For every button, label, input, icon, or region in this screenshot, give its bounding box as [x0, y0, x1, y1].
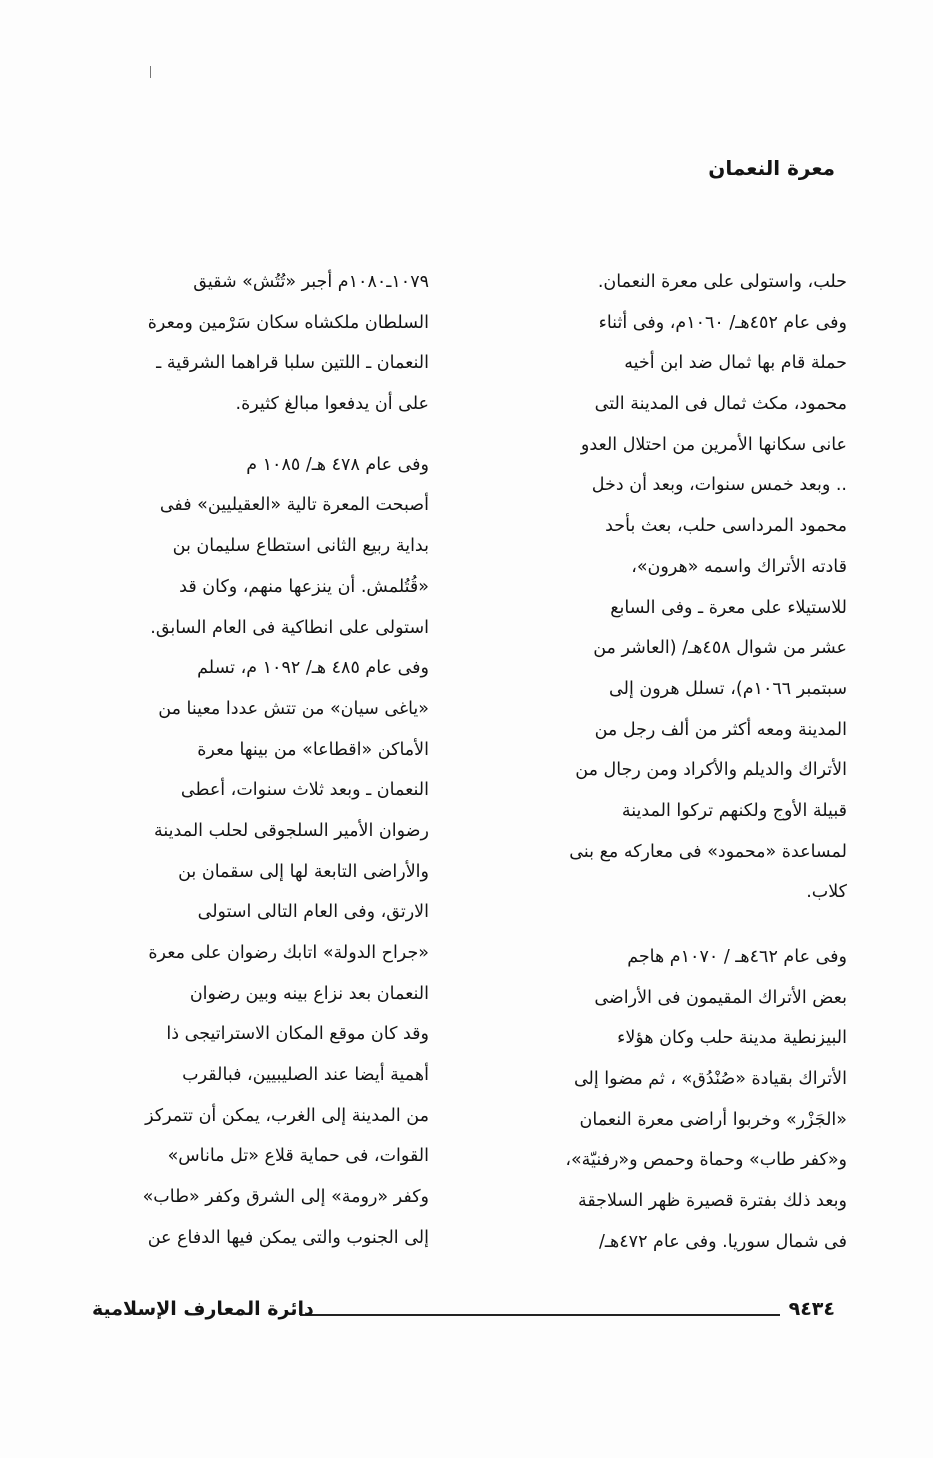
paragraph-gap: [76, 425, 429, 445]
left-paragraph-1: [76, 262, 429, 425]
right-column: [495, 262, 847, 1263]
text-line: .. وبعد خمس سنوات، وبعد أن دخل: [591, 475, 847, 496]
text-line: على أن يدفعوا مبالغ كثيرة.: [235, 394, 429, 415]
text-line: الأتراك والديلم والأكراد ومن رجال من: [575, 760, 847, 781]
text-line: وفى عام ٤٨٥ هـ/ ١٠٩٢ م، تسلم: [197, 658, 429, 679]
text-line: ١٠٧٩ـ١٠٨٠م أجبر «تُتُش» شقيق: [193, 272, 429, 292]
right-paragraph-2: [495, 937, 847, 1263]
text-line: حلب، واستولى على معرة النعمان.: [597, 272, 847, 292]
text-line: النعمان ـ اللتين سلبا قراهما الشرقية ـ: [156, 353, 429, 374]
text-line: النعمان ـ وبعد ثلاث سنوات، أعطى: [180, 780, 429, 801]
text-line: وفى عام ٤٧٨ هـ/ ١٠٨٥ م: [246, 454, 429, 475]
left-column: [76, 262, 429, 1259]
text-line: «ياغى سيان» من تتش عددا معينا من: [158, 698, 429, 719]
text-line: و«كفر طاب» وحماة وحمص و«رفنيّة»،: [565, 1150, 847, 1171]
text-line: رضوان الأمير السلجوقى لحلب المدينة: [154, 820, 429, 841]
text-line: من المدينة إلى الغرب، يمكن أن تتمركز: [145, 1105, 429, 1126]
text-line: للاستيلاء على معرة ـ وفى السابع: [610, 597, 847, 618]
text-line: الأتراك بقيادة «صُنْدُق» ، ثم مضوا إلى: [573, 1069, 847, 1090]
text-line: لمساعدة «محمود» فى معاركه مع بنى: [569, 841, 847, 862]
running-header: معرة النعمان: [708, 156, 835, 180]
text-line: البيزنطية مدينة حلب وكان هؤلاء: [617, 1028, 847, 1049]
text-line: فى شمال سوريا. وفى عام ٤٧٢هـ/: [599, 1231, 847, 1252]
footer-divider: [300, 1314, 780, 1316]
text-line: قادته الأتراك واسمه «هرون»،: [631, 556, 847, 577]
text-line: بداية ربيع الثانى استطاع سليمان بن: [172, 536, 429, 557]
publication-title: دائرة المعارف الإسلامية: [92, 1298, 314, 1320]
paragraph-gap: [495, 913, 847, 937]
text-line: إلى الجنوب والتى يمكن فيها الدفاع عن: [147, 1227, 429, 1248]
text-line: النعمان بعد نزاع بينه وبين رضوان: [189, 983, 429, 1004]
text-line: القوات، فى حماية قلاع «تل ماناس»: [167, 1146, 429, 1167]
text-line: والأراضى التابعة لها إلى سقمان بن: [178, 861, 429, 882]
page-number: ٩٤٣٤: [788, 1298, 835, 1320]
left-paragraph-2: [76, 445, 429, 1259]
text-line: «الجَزْر» وخربوا أراضى معرة النعمان: [579, 1109, 847, 1130]
text-line: «جراح الدولة» اتابك رضوان على معرة: [148, 943, 429, 963]
text-line: وفى عام ٤٦٢هـ / ١٠٧٠م هاجم: [627, 947, 847, 967]
text-line: السلطان ملكشاه سكان سَرْمين ومعرة: [147, 312, 429, 333]
text-line: وفى عام ٤٥٢هـ/ ١٠٦٠م، وفى أثناء: [598, 312, 847, 333]
text-line: وقد كان موقع المكان الاستراتيجى ذا: [166, 1024, 429, 1045]
text-line: كلاب.: [806, 882, 847, 903]
text-line: حملة قام بها ثمال ضد ابن أخيه: [624, 353, 847, 374]
text-line: استولى على انطاكية فى العام السابق.: [150, 617, 429, 638]
text-line: محمود المرداسى حلب، بعث بأحد: [605, 516, 847, 537]
text-line: الارتق، وفى العام التالى استولى: [197, 902, 429, 923]
scan-mark: [150, 66, 151, 78]
text-line: قبيلة الأوج ولكنهم تركوا المدينة: [621, 800, 847, 821]
text-line: عانى سكانها الأمرين من احتلال العدو: [580, 434, 847, 455]
text-line: المدينة ومعه أكثر من ألف رجل من: [594, 719, 847, 740]
text-line: أصبحت المعرة تالية «العقيليين» ففى: [159, 495, 429, 516]
text-line: سبتمبر ١٠٦٦م)، تسلل هرون إلى: [609, 678, 847, 699]
text-line: وكفر «رومة» إلى الشرق وكفر «طاب»: [142, 1187, 429, 1208]
text-line: بعض الأتراك المقيمون فى الأراضى: [594, 987, 847, 1008]
text-line: «قُتُلمش. أن ينزعها منهم، وكان قد: [179, 576, 429, 597]
text-line: وبعد ذلك بفترة قصيرة ظهر السلاجقة: [577, 1191, 847, 1212]
page-footer: [0, 1296, 933, 1336]
text-line: محمود، مكث ثمال فى المدينة التى: [594, 394, 847, 415]
text-line: عشر من شوال ٤٥٨هـ/ (العاشر من: [593, 638, 847, 659]
text-line: الأماكن «اقطاعا» من بينها معرة: [197, 739, 429, 760]
right-paragraph-1: [495, 262, 847, 913]
text-line: أهمية أيضا عند الصليبيين، فبالقرب: [182, 1065, 429, 1086]
